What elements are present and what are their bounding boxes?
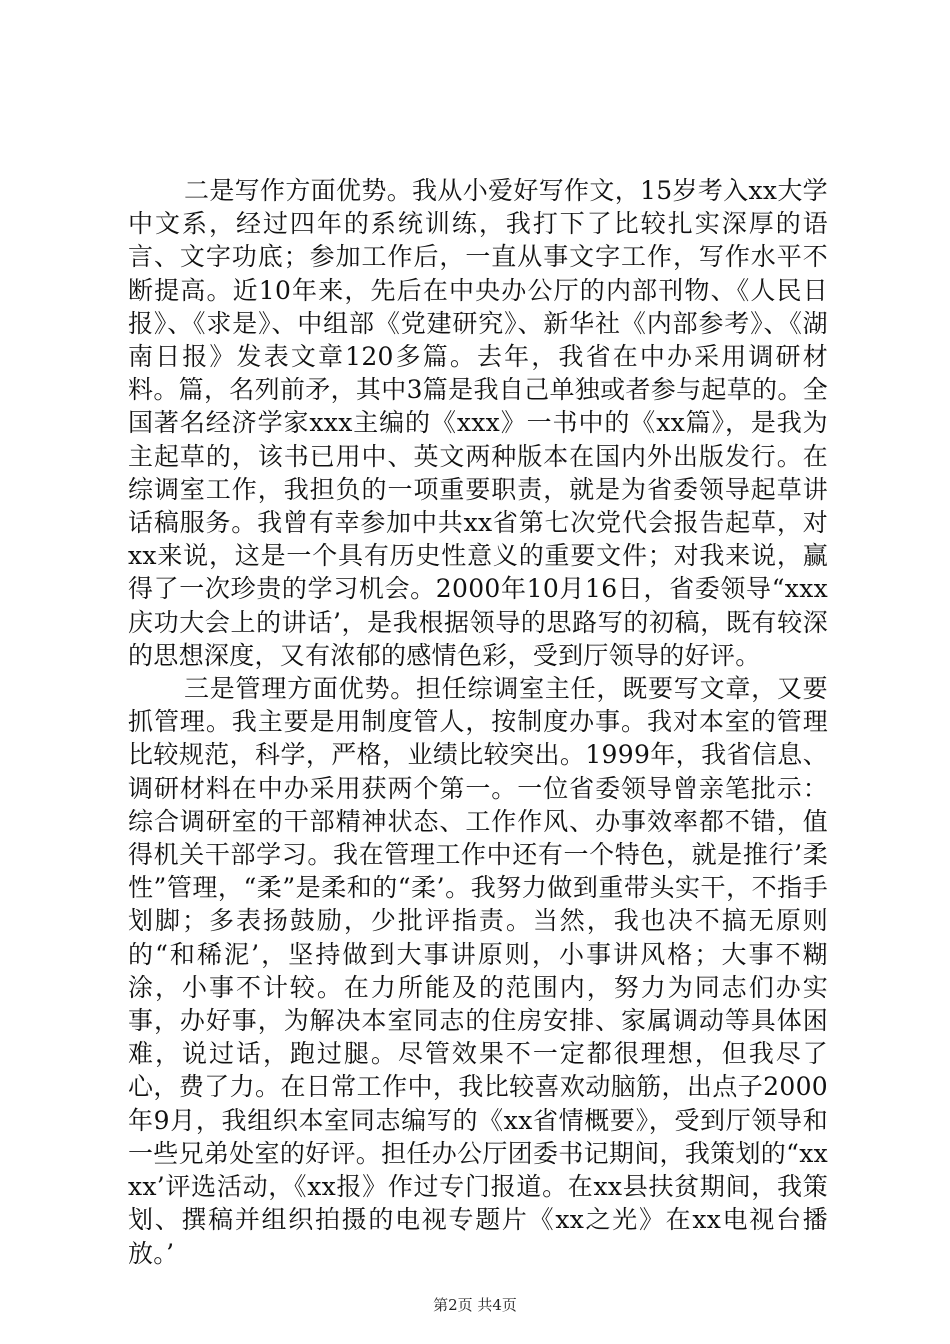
paragraph-management-advantage: 三是管理方面优势。担任综调室主任，既要写文章，又要抓管理。我主要是用制度管人，按制度办事。我对本室的管理比较规范，科学，严格，业绩比较突出。1999年，我省信息、调研材料在中办采用获两个第一。一位省委领导曾亲笔批示：综合调研室的干部精神状态、工作作风、办事效率都不错，值得机关干部学习。我在管理工作中还有一个特色，就是推行’柔性”管理，“柔”是柔和的“柔’。我努力做到重带头实干，不指手划脚；多表扬鼓励，少批评指责。当然，我也决不搞无原则的“和稀泥’，坚持做到大事讲原则，小事讲风格；大事不糊涂，小事不计较。在力所能及的范围内，努力为同志们办实事，办好事，为解决本室同志的住房安排、家属调动等具体困难，说过话，跑过腿。尽管效果不一定都很理想，但我尽了心，费了力。在日常工作中，我比较喜欢动脑筋，出点子2000年9月，我组织本室同志编写的《xx省情概要》，受到厅领导和一些兄弟处室的好评。担任办公厅团委书记期间，我策划的“xxxx’评选活动，《xx报》作过专门报道。在xx县扶贫期间，我策划、撰稿并组织拍摄的电视专题片《xx之光》在xx电视台播放。’ xyxy=(128,674,828,1268)
document-body xyxy=(128,174,828,1270)
paragraph-writing-advantage: 二是写作方面优势。我从小爱好写作文，15岁考入xx大学中文系，经过四年的系统训练，我打下了比较扎实深厚的语言、文字功底；参加工作后，一直从事文字工作，写作水平不断提高。近10年来，先后在中央办公厅的内部刊物、《人民日报》、《求是》、中组部《党建研究》、新华社《内部参考》、《湖南日报》发表文章120多篇。去年，我省在中办采用调研材料。篇，名列前矛，其中3篇是我自己单独或者参与起草的。全国著名经济学家xxx主编的《xxx》一书中的《xx篇》，是我为主起草的，该书已用中、英文两种版本在国内外出版发行。在综调室工作，我担负的一项重要职责，就是为省委领导起草讲话稿服务。我曾有幸参加中共xx省第七次党代会报告起草，对xx来说，这是一个具有历史性意义的重要文件；对我来说，赢得了一次珍贵的学习机会。2000年10月16日，省委领导“xxx庆功大会上的讲话’，是我根据领导的思路写的初稿，既有较深的思想深度，又有浓郁的感情色彩，受到厅领导的好评。 xyxy=(128,176,828,670)
page-footer: 第2页 共4页 xyxy=(433,1296,517,1314)
